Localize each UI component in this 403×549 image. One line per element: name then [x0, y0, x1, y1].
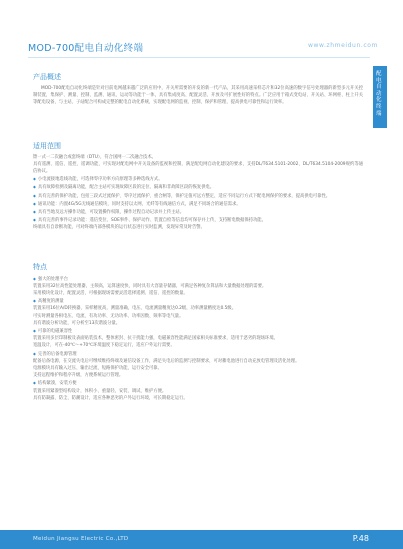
page-number: P.48	[352, 534, 369, 543]
text-line: 装置采用多层印制板及表面贴装技术，整体密封、抗干扰能力强，电磁兼容性能满足国家相关标准要求，适用于恶劣的现场环境。	[33, 336, 278, 342]
bullet-item: ◆ 具有完善的保护功能，包括三段式过流保护、零序过流保护、重合闸等，保护定值可远方整定，适应不同运行方式下配电网保护的要求，提高供电可靠性。	[33, 192, 363, 200]
text-line: 采用模块化设计，配置灵活，可根据现场需要灵活选择遥测、遥信、遥控的数量。	[33, 291, 188, 297]
text-line: 具有防凝露、防尘、防潮设计，适应各种恶劣的户外运行环境，可长期稳定运行。	[33, 395, 188, 401]
bullet-item: ◆ 可靠的电磁兼容性	[33, 327, 363, 335]
bullet-item: ◆ 具有当地及远方操作功能，可设置操作权限，操作过程自动记录并上传主站。	[33, 208, 363, 216]
bullet-item: ◆ 高精度的测量	[33, 297, 363, 305]
section-title-overview: 产品概述	[33, 73, 61, 81]
product-title: MOD-700配电自动化终端	[28, 43, 144, 54]
text-line: 具有谐波分析功能，可分析至13次谐波分量。	[33, 320, 121, 326]
bullet-item: ◆ 具有故障检测及隔离功能，配合主站可实现故障区段的定位、隔离和非故障区段的恢复供电。	[33, 183, 363, 191]
text-line: 电源模块具有输入过压、输出过流、短路保护功能，运行安全可靠。	[33, 366, 162, 372]
spacer	[33, 107, 363, 141]
spacer	[33, 232, 363, 262]
application-list	[33, 154, 363, 232]
text-line: 馈一式一二次融合成套终端（DTU），符合国网一二次融合技术。	[33, 154, 156, 160]
bullet-item: ◆ 通讯功能：内置4G/5G无线通信模块，同时支持以太网、光纤等有线通信方式，满足不同场合的通信需求。	[33, 200, 363, 208]
text-line: 具有遥测、遥信、遥控、遥调功能，可实现对配电网中开关设备的监视和控制，满足配电网自动化建设的要求，支持DL/T634.5101-2002、DL/T634.5104-2009规约等通信协议。	[33, 161, 363, 175]
text-line: 装置采用32位高性能处理器，主频高，运算速度快，同时具有大容量存储器，可满足各种复杂算法和大量数据处理的需要。	[33, 283, 267, 289]
text-line: 装置采用16位A/D转换器，采样精度高，测量准确，电压、电流测量精度达0.2级，功率测量精度达0.5级。	[33, 306, 236, 312]
bullet-item: ◆ 结构紧凑，安装方便	[33, 379, 363, 387]
text-line: 装置采用紧凑型结构设计，体积小、重量轻，安装、调试、维护方便。	[33, 388, 167, 394]
header-divider	[28, 57, 370, 58]
bullet-item: ◆ 小电流接地选线功能，可选择零序功率方向原理等多种选线方式。	[33, 175, 363, 183]
features-list	[33, 275, 363, 402]
main-content	[33, 72, 363, 402]
page-footer	[0, 530, 403, 549]
bullet-item: ◆ 具有完善的事件记录功能：遥信变位、SOE事件、保护动作、装置自检等信息均可保存并上传，支持断电数据保持功能。	[33, 216, 363, 224]
section-title-application: 适用范围	[33, 141, 61, 150]
section-title-features: 特点	[33, 262, 47, 271]
text-line: 可实时测量各相电压、电流、有功功率、无功功率、功率因数、频率等电气量。	[33, 313, 184, 319]
text-line: 终端具有自诊断功能，可对终端内部各模块的运行状态进行实时监测，发现异常及时告警。	[33, 225, 205, 231]
text-line: 配备后备电源，在交流失电后可继续维持终端及通信设备工作，满足失电后的监测与控制要求，可对蓄电池进行自动充放电管理及活化处理。	[33, 358, 300, 364]
text-line: 宽温设计，可在-40℃～+70℃环境温度下稳定运行，适应户外运行需要。	[33, 343, 175, 349]
overview-paragraph: MOD-700配电自动化终端是针对目前电网越来越广泛的应用中，开关所需要的开发的新一代产品，其采用高速采样芯片和32位高速的数字信号处理器的新型多元开关控制装置，集保护、测量、控制、监测、通讯、运动等功能于一体，具有集成度高、配置灵活、开放及可扩展性好的特点。广泛应用于箱式变电站、开关站、环网柜、柱上开关等配电设备，与主站、子站配合可构成完整的配电自动化系统，实现配电网的监视、控制、保护和管理，提高供电可靠性和运行效率。	[33, 86, 363, 106]
side-category-tab	[373, 66, 387, 128]
side-category-label: 配电自动化终端	[376, 71, 382, 117]
page-header	[28, 40, 378, 54]
bullet-item: ◆ 完善的后备电源管理	[33, 350, 363, 358]
company-name: Meidun Jiangsu Electric Co.,LTD	[33, 536, 129, 542]
website-url[interactable]: www.zhmeidun.com	[308, 42, 378, 49]
bullet-item: ◆ 强大的处理平台	[33, 275, 363, 283]
text-line: 支持远程维护和程序升级，方便系统运行管理。	[33, 373, 124, 379]
